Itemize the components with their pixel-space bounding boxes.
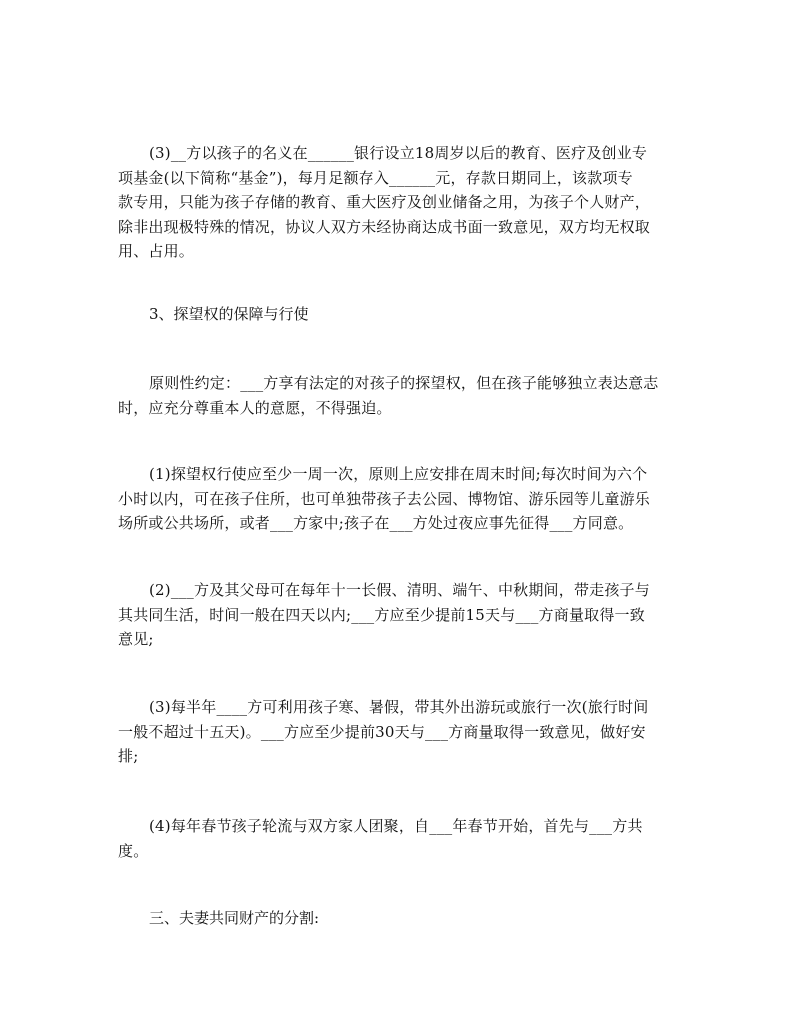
paragraph-item-1 xyxy=(118,462,678,536)
section-heading-visitation: 3、探望权的保障与行使 xyxy=(149,305,309,323)
text-line: (1)探望权行使应至少一周一次，原则上应安排在周末时间;每次时间为六个 xyxy=(149,465,648,483)
paragraph-item-2 xyxy=(118,578,678,652)
text-line: (3)每半年____方可利用孩子寒、暑假，带其外出游玩或旅行一次(旅行时间 xyxy=(149,698,649,716)
text-line: 意见; xyxy=(118,630,154,648)
section-heading-property: 三、夫妻共同财产的分割: xyxy=(149,909,320,927)
text-line: 场所或公共场所，或者___方家中;孩子在___方处过夜应事先征得___方同意。 xyxy=(118,514,634,532)
text-line: (2)___方及其父母可在每年十一长假、清明、端午、中秋期间，带走孩子与 xyxy=(149,581,650,599)
text-line: 小时以内，可在孩子住所，也可单独带孩子去公园、博物馆、游乐园等儿童游乐 xyxy=(118,489,651,508)
text-line: 时，应充分尊重本人的意愿，不得强迫。 xyxy=(118,398,392,417)
text-line: 款专用，只能为孩子存储的教育、重大医疗及创业储备之用，为孩子个人财产， xyxy=(118,193,651,211)
text-line: 原则性约定：___方享有法定的对孩子的探望权，但在孩子能够独立表达意志 xyxy=(149,374,659,392)
text-line: 排; xyxy=(118,747,139,765)
text-line: 其共同生活，时间一般在四天以内;___方应至少提前15天与___方商量取得一致 xyxy=(118,605,645,624)
text-line: (4)每年春节孩子轮流与双方家人团聚，自___年春节开始，首先与___方共 xyxy=(149,817,643,835)
paragraph-principle xyxy=(118,371,678,420)
text-line: 用、占用。 xyxy=(118,242,195,260)
text-line: (3)__方以孩子的名义在______银行设立18周岁以后的教育、医疗及创业专 xyxy=(149,144,648,162)
paragraph-item-4 xyxy=(118,814,678,863)
text-line: 一般不超过十五天)。___方应至少提前30天与___方商量取得一致意见，做好安 xyxy=(118,722,646,741)
text-line: 项基金(以下简称“基金”)，每月足额存入______元，存款日期同上，该款项专 xyxy=(118,168,633,187)
text-line: 度。 xyxy=(118,841,149,860)
text-line: 除非出现极特殊的情况，协议人双方未经协商达成书面一致意见，双方均无权取 xyxy=(118,217,651,236)
paragraph-education-fund xyxy=(118,141,678,264)
paragraph-item-3 xyxy=(118,695,678,769)
